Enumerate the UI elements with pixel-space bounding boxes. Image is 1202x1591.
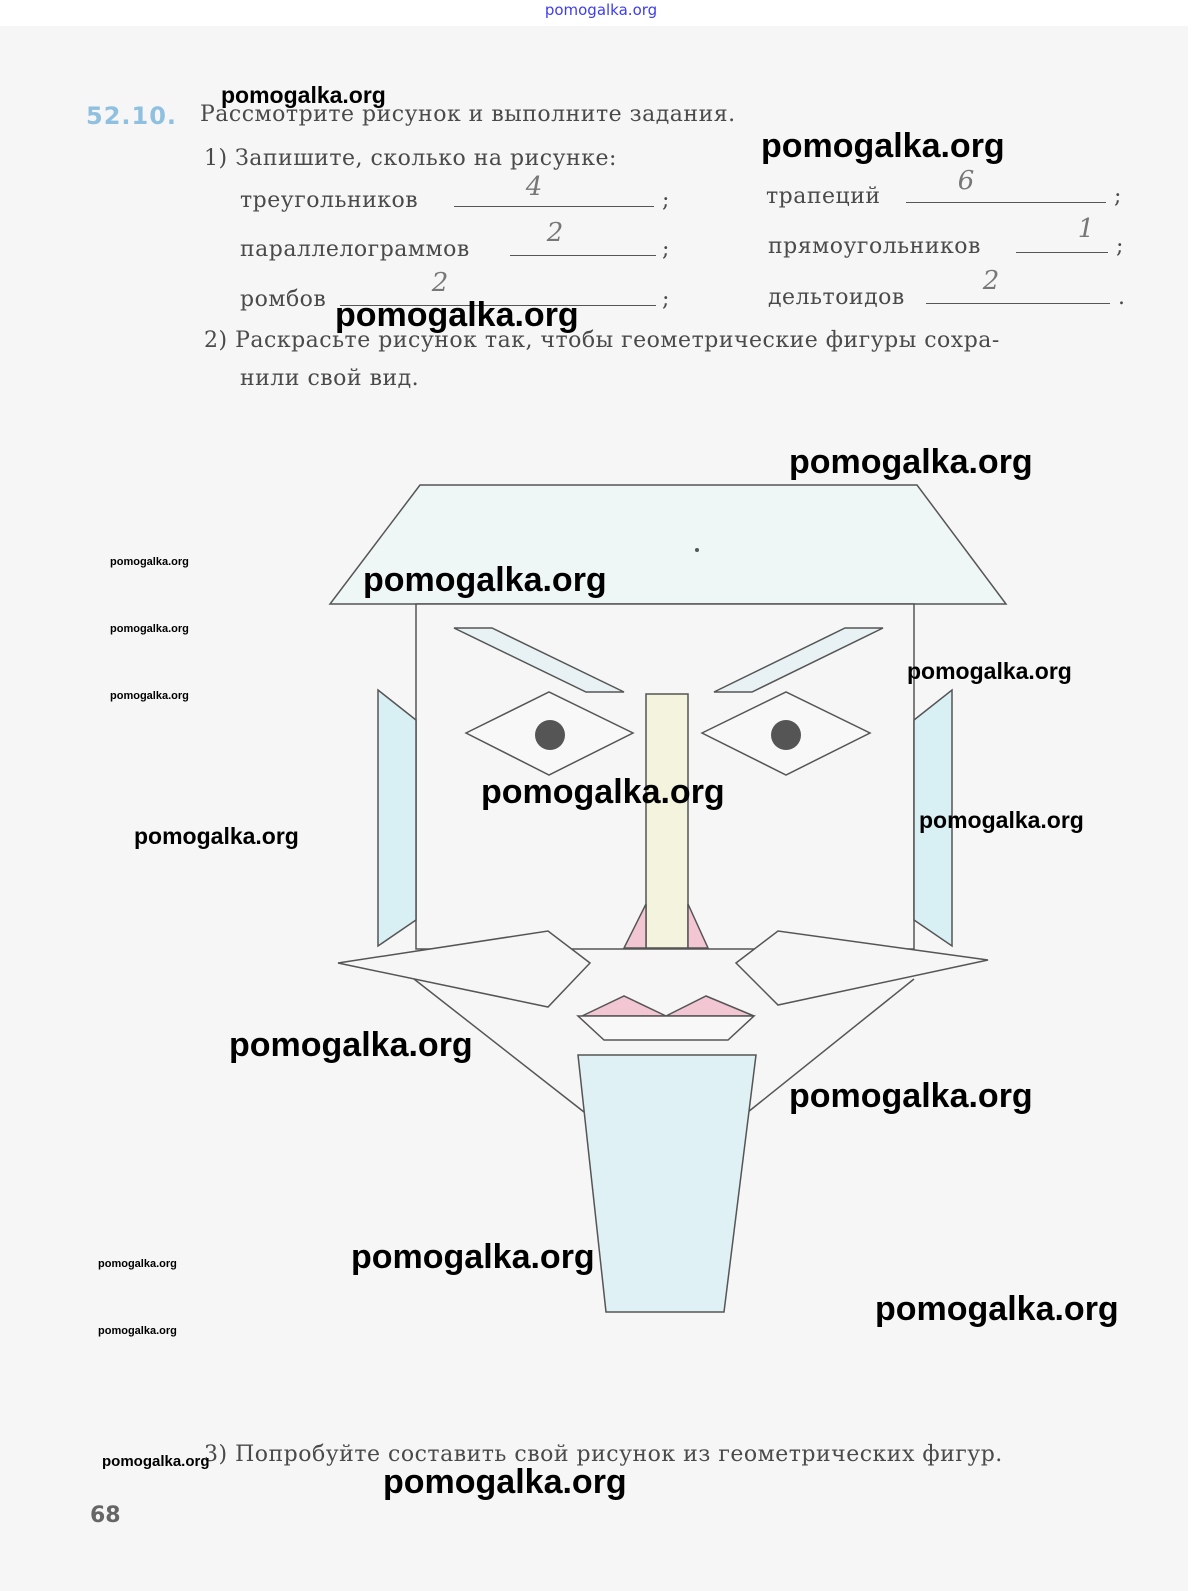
watermark: pomogalka.org [761,127,1005,165]
watermark: pomogalka.org [134,823,299,849]
parallelograms-answer: 2 [546,218,564,248]
triangles-label: треугольников [240,188,419,213]
task-3-text: 3) Попробуйте составить свой рисунок из геометрических фигур. [204,1442,1003,1467]
nose-rectangle [646,694,688,948]
semicolon: ; [1116,234,1124,259]
deltoids-answer: 2 [982,266,1000,296]
ink-dot [695,548,699,552]
watermark: pomogalka.org [789,443,1033,481]
semicolon: ; [662,287,670,312]
rhombuses-answer: 2 [431,268,449,298]
rectangles-answer: 1 [1077,214,1095,244]
rhombuses-label: ромбов [240,287,327,312]
semicolon: ; [1114,184,1122,209]
exercise-title: Рассмотрите рисунок и выполните задания. [200,102,736,127]
watermark: pomogalka.org [363,561,607,599]
left-ear-trapezoid [378,690,416,946]
trapezoids-answer: 6 [957,166,975,196]
watermark: pomogalka.org [789,1077,1033,1115]
watermark: pomogalka.org [383,1463,627,1501]
rectangles-label: прямоугольников [768,234,981,259]
triangles-answer: 4 [525,172,543,202]
right-pupil [771,720,801,750]
watermark: pomogalka.org [110,623,189,635]
lower-lip-trapezoid [578,1016,754,1040]
task-2-line-1: 2) Раскрасьте рисунок так, чтобы геометрические фигуры сохра- [204,328,1000,353]
parallelograms-label: параллелограммов [240,237,470,262]
watermark: pomogalka.org [221,82,386,108]
trapezoids-label: трапеций [766,184,881,209]
deltoids-label: дельтоидов [768,285,905,310]
upper-lip-right [666,996,754,1016]
watermark: pomogalka.org [481,773,725,811]
watermark: pomogalka.org [98,1258,177,1270]
task-1-text: 1) Запишите, сколько на рисунке: [204,146,617,171]
exercise-number: 52.10. [86,102,178,130]
left-pupil [535,720,565,750]
page-number: 68 [90,1503,121,1528]
watermark: pomogalka.org [102,1453,210,1470]
watermark: pomogalka.org [98,1325,177,1337]
task-2-line-2: нили свой вид. [240,366,420,391]
watermark: pomogalka.org [351,1238,595,1276]
period: . [1118,285,1126,310]
upper-lip-left [582,996,666,1016]
watermark: pomogalka.org [229,1026,473,1064]
watermark: pomogalka.org [335,296,579,334]
beard-trapezoid [578,1055,756,1312]
semicolon: ; [662,188,670,213]
watermark: pomogalka.org [110,690,189,702]
site-link[interactable]: pomogalka.org [544,1,658,19]
watermark: pomogalka.org [919,807,1084,833]
semicolon: ; [662,237,670,262]
watermark: pomogalka.org [907,658,1072,684]
watermark: pomogalka.org [875,1290,1119,1328]
watermark: pomogalka.org [110,556,189,568]
